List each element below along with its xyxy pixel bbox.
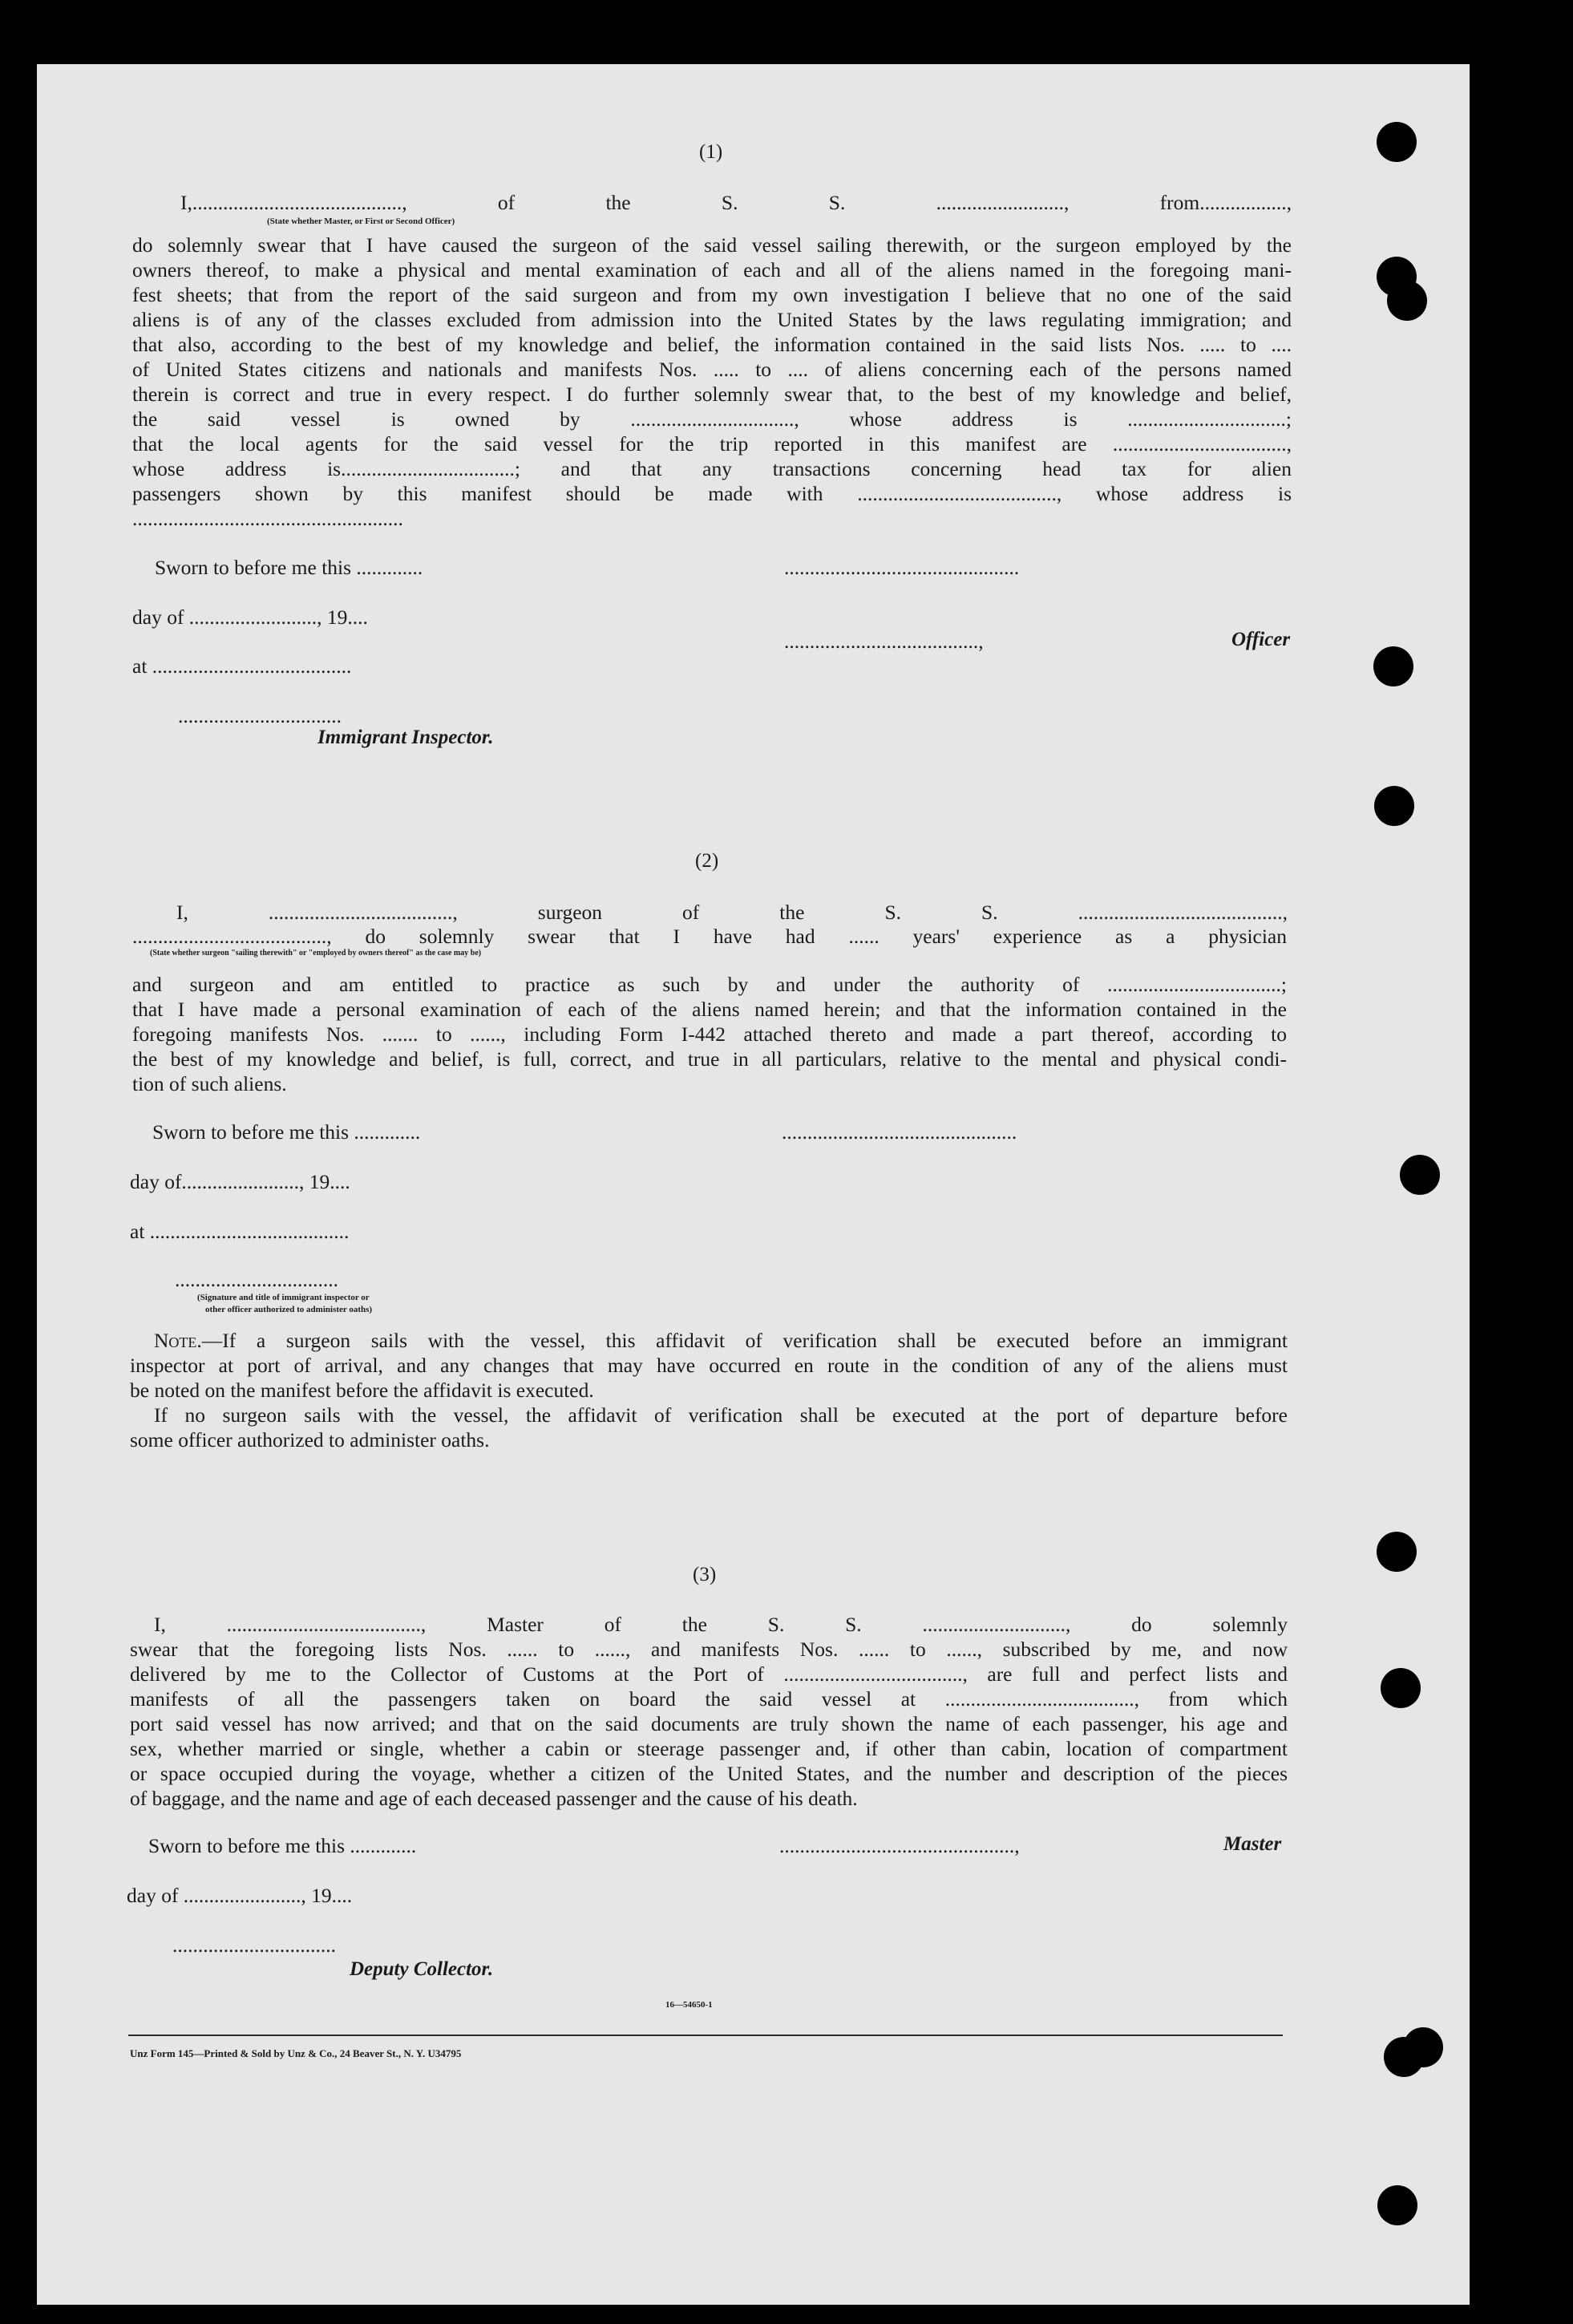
text-line: or space occupied during the voyage, whether a citizen of the United States, and the number and description of the pieces xyxy=(130,1762,1288,1785)
text-line: whose address is..................................; and that any transactions concerning head tax for alien xyxy=(132,457,1292,480)
sworn-label: Sworn to before me this ............. xyxy=(152,1120,421,1144)
field-note: (Signature and title of immigrant inspector or xyxy=(197,1293,370,1302)
at-label: at ....................................... xyxy=(130,1220,350,1243)
punch-hole xyxy=(1381,1668,1421,1708)
section-number: (1) xyxy=(699,141,723,163)
signature-line: ................................ xyxy=(175,1268,338,1291)
punch-hole xyxy=(1373,646,1413,686)
text-line: If no surgeon sails with the vessel, the affidavit of verification shall be executed at the port of departure before xyxy=(154,1403,1288,1427)
master-line: .............................................., xyxy=(779,1834,1020,1857)
note-paragraph xyxy=(130,1328,1288,1452)
text-line xyxy=(130,1328,1288,1353)
text-line: passengers shown by this manifest should be made with ......................................., whose address is xyxy=(132,482,1292,505)
collector-label: Deputy Collector. xyxy=(350,1958,494,1980)
punch-hole xyxy=(1377,2185,1417,2225)
punch-hole xyxy=(1377,122,1417,162)
day-of-label: day of ........................., 19.... xyxy=(132,605,368,629)
text-line: that I have made a personal examination of each of the aliens named herein; and that the information contained in the xyxy=(132,998,1287,1021)
text-line: manifests of all the passengers taken on board the said vessel at ....................................., from which xyxy=(130,1687,1288,1711)
printer-footer: Unz Form 145—Printed & Sold by Unz & Co., 24 Beaver St., N. Y. U34795 xyxy=(130,2047,462,2059)
day-of-label: day of ......................., 19.... xyxy=(127,1884,353,1907)
signature-line: .............................................. xyxy=(784,556,1020,579)
day-of-label: day of......................., 19.... xyxy=(130,1170,350,1193)
sworn-label: Sworn to before me this ............. xyxy=(155,556,423,579)
text-line: owners thereof, to make a physical and mental examination of each and all of the aliens named in the foregoing mani- xyxy=(132,258,1292,281)
officer-label: Officer xyxy=(1231,629,1291,650)
text-line: fest sheets; that from the report of the said surgeon and from my own investigation I believe that no one of the said xyxy=(132,283,1292,306)
surgeon-second-line: ......................................, do solemnly swear that I have had ...... years' experience as a physician xyxy=(132,925,1287,948)
text-line: inspector at port of arrival, and any changes that may have occurred en route in the condition of any of the aliens must xyxy=(130,1354,1288,1377)
form-number: 16—54650-1 xyxy=(665,2000,713,2010)
text-line: I, ......................................, Master of the S. S. ............................, do solemnly xyxy=(154,1613,1288,1636)
text-line: that the local agents for the said vessel for the trip reported in this manifest are .................................., xyxy=(132,432,1292,455)
oath-paragraph xyxy=(132,233,1292,531)
text-line: port said vessel has now arrived; and that on the said documents are truly shown the name of each passenger, his age and xyxy=(130,1712,1288,1735)
text-line: sex, whether married or single, whether a cabin or steerage passenger and, if other than cabin, location of compartment xyxy=(130,1737,1288,1760)
field-note: other officer authorized to administer oaths) xyxy=(205,1305,373,1314)
text-line: be noted on the manifest before the affidavit is executed. xyxy=(130,1379,594,1402)
text-line: aliens is of any of the classes excluded from admission into the United States by the laws regulating immigration; and xyxy=(132,308,1292,331)
section-number: (3) xyxy=(693,1564,717,1585)
text-line: do solemnly swear that I have caused the surgeon of the said vessel sailing therewith, or the surgeon employed by the xyxy=(132,233,1292,257)
text-line: some officer authorized to administer oaths. xyxy=(130,1428,490,1451)
text-line: tion of such aliens. xyxy=(132,1072,287,1095)
text-line: the said vessel is owned by ................................, whose address is ...............................; xyxy=(132,407,1292,431)
section-number: (2) xyxy=(695,850,719,872)
note-text: —If a surgeon sails with the vessel, this affidavit of verification shall be executed before an immigrant xyxy=(201,1329,1288,1352)
divider xyxy=(128,2035,1283,2036)
text-line: ..................................................... xyxy=(132,507,403,530)
text-line: swear that the foregoing lists Nos. ...... to ......, and manifests Nos. ...... to ......, subscribed by me, and now xyxy=(130,1638,1288,1661)
field-note: (State whether Master, or First or Second Officer) xyxy=(267,217,455,226)
text-line: of United States citizens and nationals and manifests Nos. ..... to .... of aliens concerning each of the persons named xyxy=(132,358,1292,381)
surgeon-first-line: I, ...................................., surgeon of the S. S. ........................................, xyxy=(176,901,1288,924)
master-paragraph xyxy=(130,1612,1288,1811)
punch-hole xyxy=(1387,281,1427,321)
punch-hole xyxy=(1403,2027,1443,2067)
oath-first-line: I,........................................., of the S. S. ........................., from................., xyxy=(180,191,1292,214)
text-line: the best of my knowledge and belief, is full, correct, and true in all particulars, relative to the mental and physical condi- xyxy=(132,1047,1287,1071)
signature-line: ................................ xyxy=(178,704,342,727)
signature-line: ................................ xyxy=(172,1933,336,1957)
text-line: therein is correct and true in every respect. I do further solemnly swear that, to the best of my knowledge and belief, xyxy=(132,383,1292,406)
punch-hole xyxy=(1374,786,1414,826)
punch-hole xyxy=(1400,1155,1440,1195)
text-line: and surgeon and am entitled to practice as such by and under the authority of ..................................; xyxy=(132,973,1287,996)
signature-line: .............................................. xyxy=(782,1120,1017,1144)
field-note: (State whether surgeon "sailing therewith" or "employed by owners thereof" as the case may be) xyxy=(150,949,482,958)
at-label: at ....................................... xyxy=(132,654,352,678)
text-line: of baggage, and the name and age of each deceased passenger and the cause of his death. xyxy=(130,1787,858,1810)
text-line: that also, according to the best of my knowledge and belief, the information contained in the said lists Nos. ..... to .... xyxy=(132,333,1292,356)
master-label: Master xyxy=(1223,1833,1282,1855)
text-line: delivered by me to the Collector of Customs at the Port of ..................................., are full and perfect lists and xyxy=(130,1662,1288,1686)
note-label: Note. xyxy=(154,1329,202,1352)
punch-hole xyxy=(1377,1532,1417,1572)
officer-line: ......................................, xyxy=(784,630,984,653)
text-line: foregoing manifests Nos. ....... to ......, including Form I-442 attached thereto and made a part thereof, according to xyxy=(132,1022,1287,1046)
inspector-label: Immigrant Inspector. xyxy=(317,727,494,748)
sworn-label: Sworn to before me this ............. xyxy=(148,1834,417,1857)
surgeon-paragraph xyxy=(132,972,1287,1096)
